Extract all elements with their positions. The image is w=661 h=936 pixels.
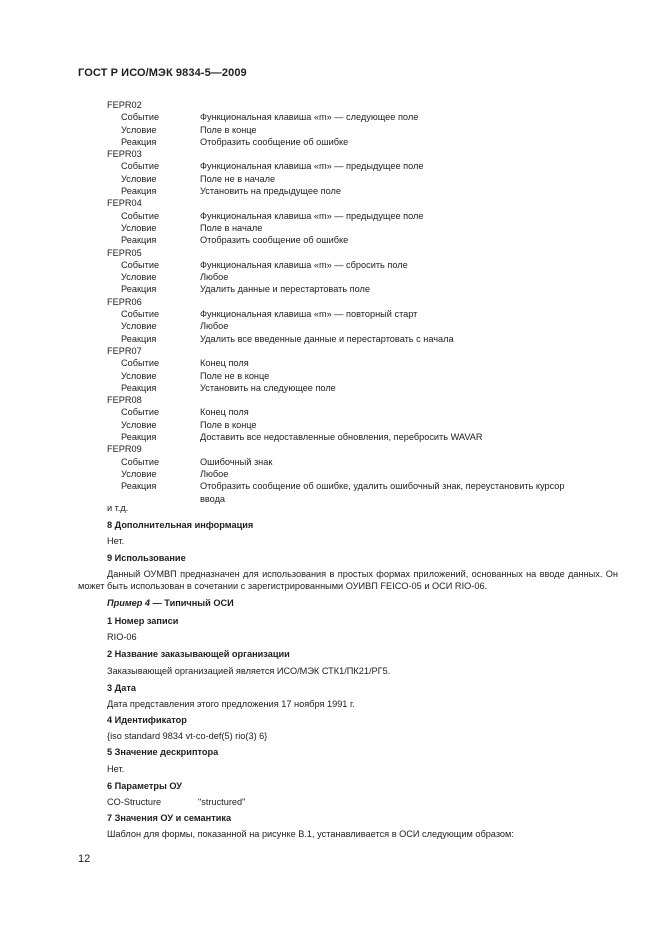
rule-id: FEPR09 — [107, 444, 142, 455]
rule-line-key: Реакция — [121, 235, 157, 246]
rule-line-value: Отобразить сообщение об ошибке — [200, 235, 349, 246]
rule-line — [107, 259, 627, 271]
e2-title: 2 Название заказывающей организации — [107, 649, 290, 659]
e3-title: 3 Дата — [107, 683, 136, 693]
rule-line-key: Событие — [121, 407, 160, 418]
rule-id: FEPR04 — [107, 198, 142, 209]
rule-line-value: Удалить все введенные данные и перестартовать с начала — [200, 333, 454, 344]
section-9-title: 9 Использование — [107, 553, 186, 563]
rule-line-key: Событие — [121, 456, 160, 467]
e6-param-value: "structured" — [198, 797, 246, 807]
rule-line-value: Конец поля — [200, 407, 249, 418]
rule-line-key: Условие — [121, 173, 157, 184]
e2-text: Заказывающей организацией является ИСО/МЭК СТК1/ПК21/РГ5. — [107, 666, 391, 676]
section-8-title: 8 Дополнительная информация — [107, 520, 254, 530]
rule-line-value: Установить на следующее поле — [200, 382, 336, 393]
rule-id: FEPR07 — [107, 345, 142, 356]
rule-line-key: Событие — [121, 358, 160, 369]
rule-line — [107, 124, 627, 136]
rule-line-key: Условие — [121, 321, 157, 332]
rule-line-value: Поле не в начале — [200, 173, 276, 184]
rule-line-value: Любое — [200, 321, 229, 332]
rule-line-key: Событие — [121, 161, 160, 172]
rule-line — [107, 234, 627, 246]
rule-line-value: Ошибочный знак — [200, 456, 273, 467]
etc-text: и т.д. — [107, 503, 129, 513]
e5-text: Нет. — [107, 764, 125, 774]
example-4-heading — [107, 598, 234, 608]
rule-line — [107, 210, 627, 222]
rule-line — [107, 173, 627, 185]
section-8-text: Нет. — [107, 536, 125, 546]
rule-line — [107, 456, 627, 468]
rule-line — [107, 431, 627, 443]
rule-line — [107, 111, 627, 123]
rule-line-key: Условие — [121, 468, 157, 479]
rule-line — [107, 271, 627, 283]
rule-line-key: Событие — [121, 210, 160, 221]
rule-line-key: Условие — [121, 370, 157, 381]
rule-line-value: Функциональная клавиша «m» — предыдущее поле — [200, 210, 424, 221]
rule-line-key: Реакция — [121, 284, 157, 295]
rule-line-key: Реакция — [121, 333, 157, 344]
rule-line-value: Доставить все недоставленные обновления, перебросить WAVAR — [200, 432, 483, 443]
page-number: 12 — [78, 853, 91, 865]
rule-line-value: Поле в конце — [200, 124, 257, 135]
rule-line — [107, 480, 627, 505]
rule-line-key: Реакция — [121, 136, 157, 147]
rule-line-value: Отобразить сообщение об ошибке — [200, 136, 349, 147]
example-label: Пример 4 — [107, 598, 151, 608]
rule-line-value: Конец поля — [200, 358, 249, 369]
rule-line — [107, 308, 627, 320]
rule-line — [107, 320, 627, 332]
rule-line — [107, 136, 627, 148]
rule-line — [107, 333, 627, 345]
rule-line-key: Реакция — [121, 432, 157, 443]
rule-id: FEPR03 — [107, 149, 142, 160]
e6-title: 6 Параметры ОУ — [107, 781, 183, 791]
page-header: ГОСТ Р ИСО/МЭК 9834-5—2009 — [78, 67, 247, 79]
rules-list — [107, 99, 627, 505]
rule-line-key: Реакция — [121, 186, 157, 197]
rule-line-value: Установить на предыдущее поле — [200, 186, 342, 197]
rule-line-key: Условие — [121, 419, 157, 430]
rule-line-value: Поле в конце — [200, 419, 257, 430]
rule-line-value: Функциональная клавиша «m» — предыдущее поле — [200, 161, 424, 172]
rule-line-value: Поле в начале — [200, 222, 263, 233]
rule-line — [107, 406, 627, 418]
e6-param-key: CO-Structure — [107, 797, 162, 807]
rule-line-value: Любое — [200, 468, 229, 479]
section-9-paragraph: Данный ОУМВП предназначен для использования в простых формах приложений, основанных на вводе данных. Он может быть использован в сочетании с зарегистрированными ОУИВП FEICO-05 и ОСИ RIO-06. — [78, 569, 618, 592]
rule-line-key: Реакция — [121, 481, 157, 492]
rule-line-key: Условие — [121, 124, 157, 135]
rule-line — [107, 370, 627, 382]
rule-line-key: Условие — [121, 222, 157, 233]
rule-line-value: Удалить данные и перестартовать поле — [200, 284, 371, 295]
rule-line-key: Условие — [121, 272, 157, 283]
e3-text: Дата представления этого предложения 17 ноября 1991 г. — [107, 699, 355, 709]
rule-line — [107, 382, 627, 394]
e7-text: Шаблон для формы, показанной на рисунке В.1, устанавливается в ОСИ следующим образом: — [107, 829, 514, 839]
rule-line-key: Событие — [121, 259, 160, 270]
rule-line-value: Функциональная клавиша «m» — следующее поле — [200, 112, 419, 123]
e4-title: 4 Идентификатор — [107, 715, 187, 725]
rule-id: FEPR05 — [107, 247, 142, 258]
rule-id: FEPR08 — [107, 395, 142, 406]
rule-line — [107, 160, 627, 172]
rule-line — [107, 185, 627, 197]
rule-id: FEPR02 — [107, 100, 142, 110]
rule-line-key: Реакция — [121, 382, 157, 393]
rule-id: FEPR06 — [107, 296, 142, 307]
rule-line — [107, 419, 627, 431]
rule-line-value: Отобразить сообщение об ошибке, удалить ошибочный знак, переустановить курсор ввода — [200, 481, 565, 504]
rule-line-value: Поле не в конце — [200, 370, 270, 381]
e5-title: 5 Значение дескриптора — [107, 747, 219, 757]
rule-line — [107, 222, 627, 234]
rule-line-key: Событие — [121, 112, 160, 123]
rule-line — [107, 283, 627, 295]
rule-line-key: Событие — [121, 309, 160, 320]
rule-line-value: Любое — [200, 272, 229, 283]
rule-line-value: Функциональная клавиша «m» — сбросить поле — [200, 259, 408, 270]
rule-line-value: Функциональная клавиша «m» — повторный старт — [200, 309, 418, 320]
example-rest: — Типичный ОСИ — [150, 598, 234, 608]
e7-title: 7 Значения ОУ и семантика — [107, 813, 232, 823]
e1-title: 1 Номер записи — [107, 616, 179, 626]
rule-line — [107, 468, 627, 480]
rule-line — [107, 357, 627, 369]
e4-text: {iso standard 9834 vt-co-def(5) rio(3) 6} — [107, 731, 268, 741]
e1-text: RIO-06 — [107, 632, 137, 642]
